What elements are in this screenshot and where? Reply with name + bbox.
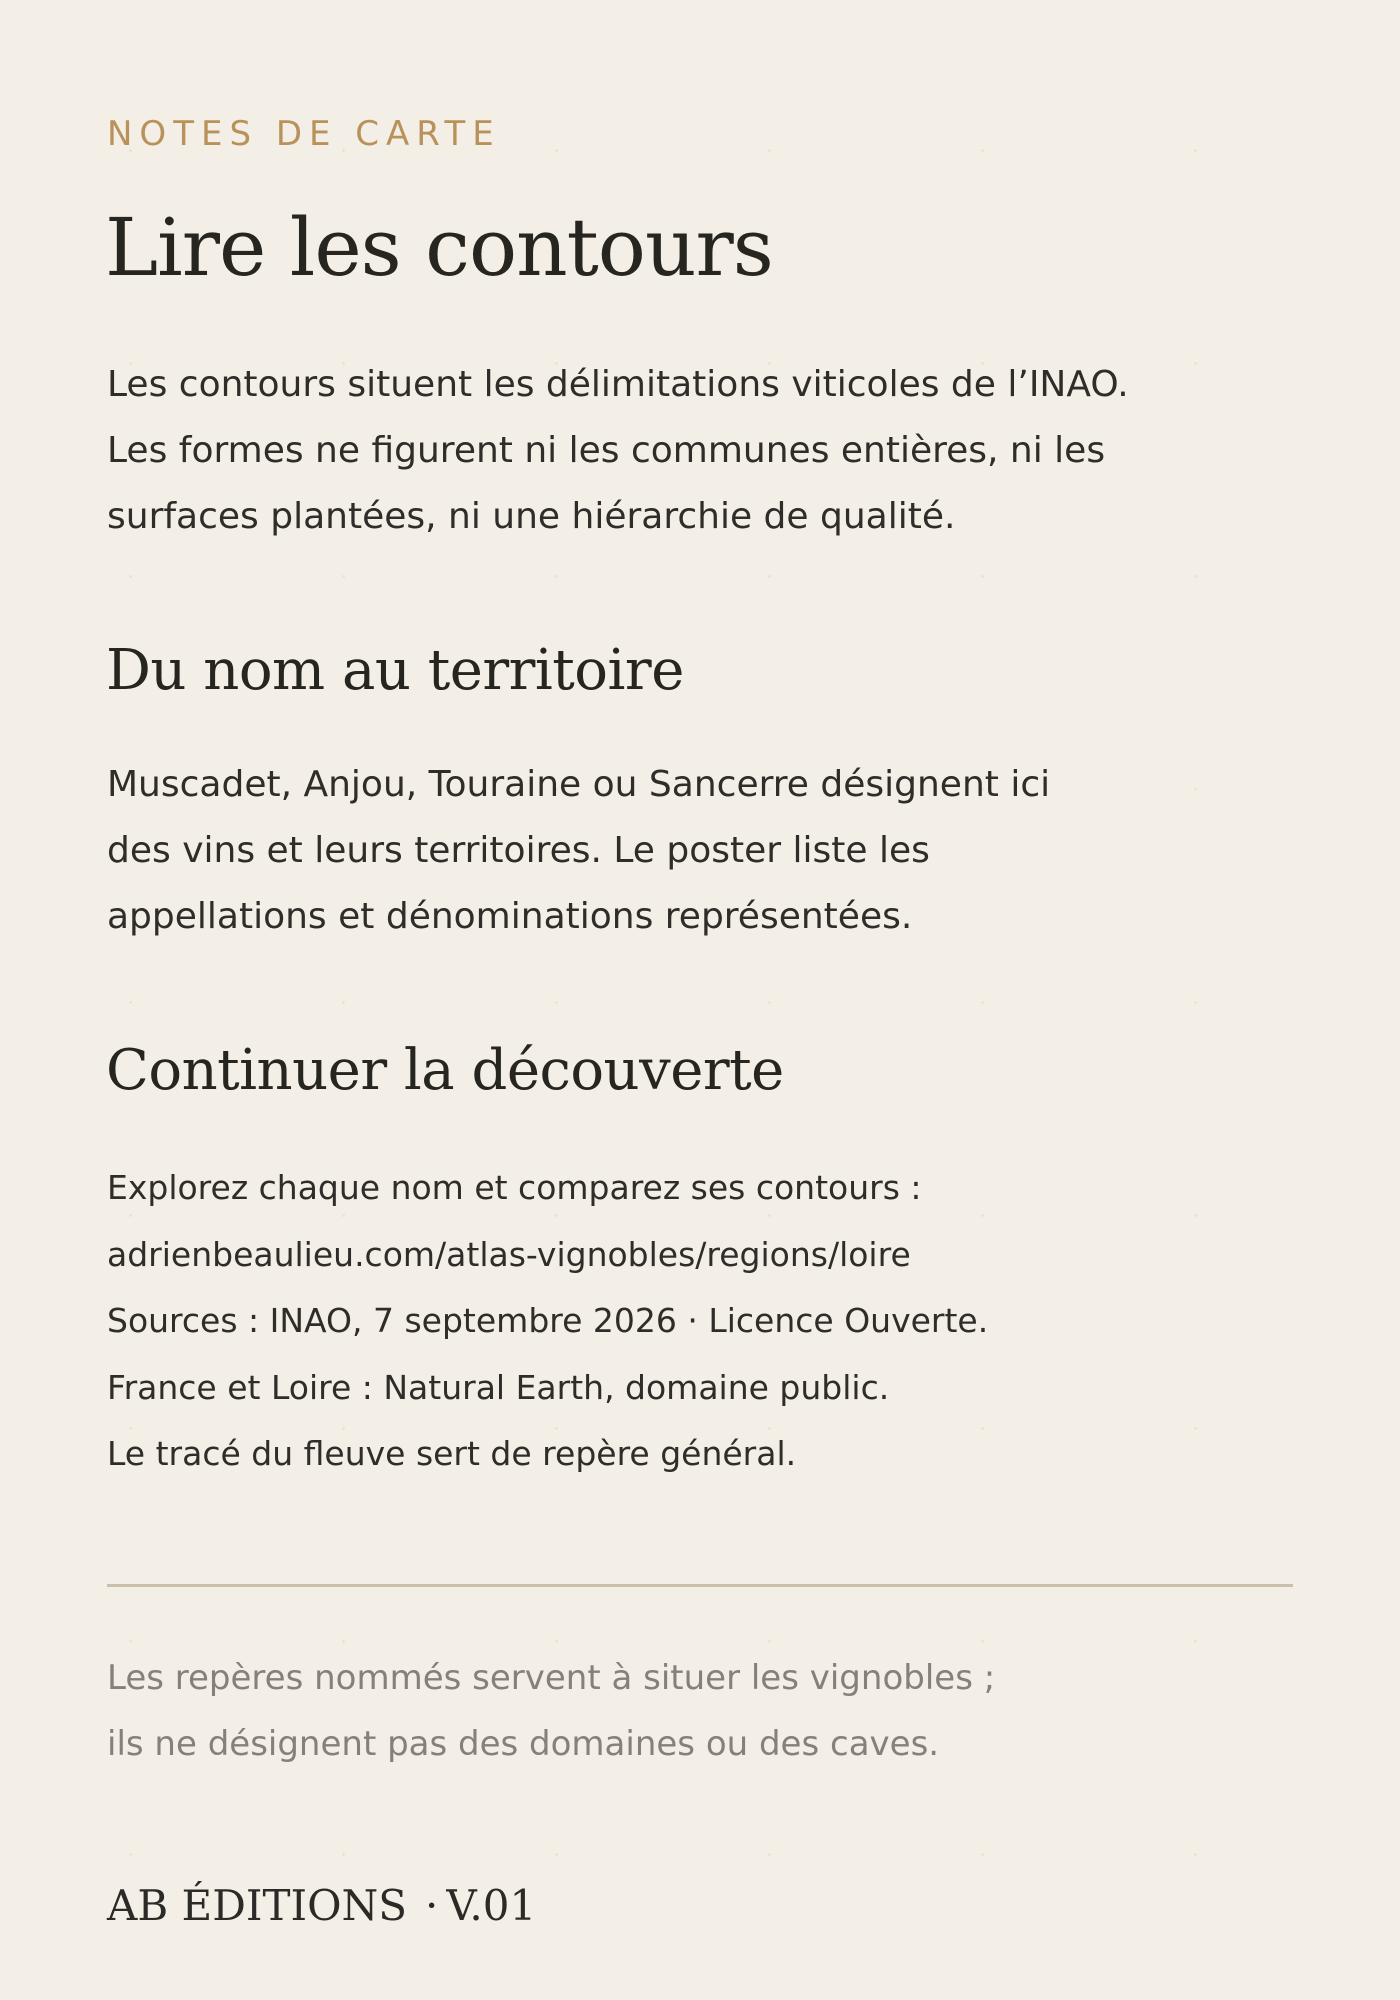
publisher-brand: AB ÉDITIONS — [107, 1881, 408, 1930]
version-label: V.01 — [446, 1881, 537, 1930]
note-line: ils ne désignent pas des domaines ou des caves. — [107, 1724, 940, 1764]
territoire-paragraph — [107, 752, 1147, 950]
atlas-url: adrienbeaulieu.com/atlas-vignobles/regions/loire — [107, 1234, 911, 1274]
territoire-line: des vins et leurs territoires. Le poster liste les — [107, 830, 930, 871]
decouverte-line: Le tracé du fleuve sert de repère général. — [107, 1434, 797, 1473]
territoire-line: Muscadet, Anjou, Touraine ou Sancerre désignent ici — [107, 764, 1051, 805]
page-title: Lire les contours — [105, 201, 773, 294]
divider — [107, 1584, 1293, 1587]
eyebrow-label: NOTES DE CARTE — [107, 114, 501, 154]
note-line: Les repères nommés servent à situer les vignobles ; — [107, 1658, 996, 1698]
intro-line: surfaces plantées, ni une hiérarchie de qualité. — [107, 496, 956, 537]
footer-signature — [107, 1876, 536, 1936]
sources-line: Sources : INAO, 7 septembre 2026 · Licence Ouverte. — [107, 1301, 989, 1340]
footer-separator: · — [425, 1881, 439, 1930]
decouverte-paragraph — [107, 1155, 988, 1488]
decouverte-line: Explorez chaque nom et comparez ses contours : — [107, 1168, 922, 1207]
territoire-line: appellations et dénominations représentées. — [107, 896, 913, 937]
sources-line: France et Loire : Natural Earth, domaine public. — [107, 1367, 890, 1407]
section-heading-territoire: Du nom au territoire — [106, 638, 684, 703]
disclaimer-note — [107, 1645, 995, 1777]
intro-line: Les contours situent les délimitations viticoles de l’INAO. — [107, 364, 1129, 405]
intro-paragraph — [107, 352, 1147, 550]
intro-line: Les formes ne figurent ni les communes entières, ni les — [107, 430, 1106, 471]
section-heading-decouverte: Continuer la découverte — [106, 1038, 784, 1103]
